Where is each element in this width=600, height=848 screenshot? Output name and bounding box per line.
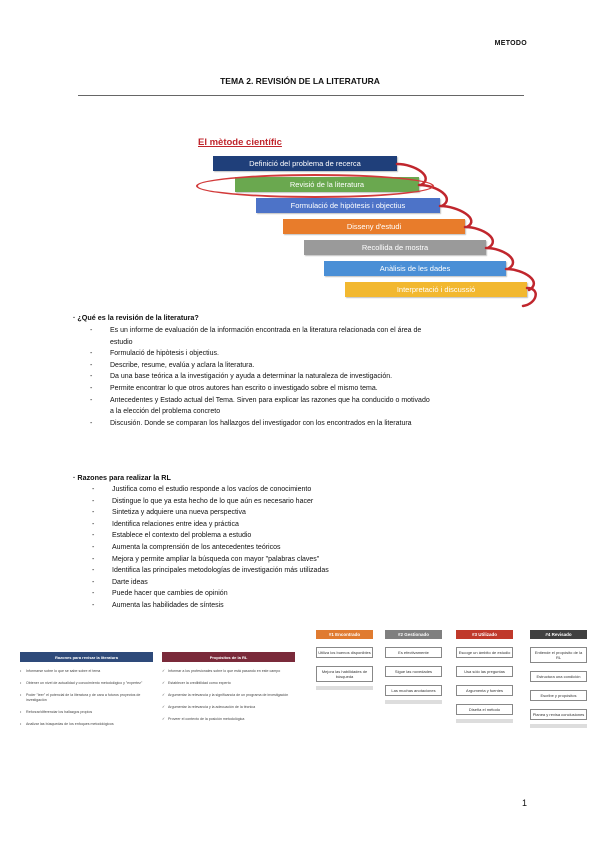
method-step: Formulació de hipòtesis i objectius xyxy=(256,198,440,213)
table-row: • Informarse sobre lo que se sabe sobre el tema xyxy=(20,669,153,674)
process-box: Diseña el método xyxy=(456,704,513,715)
process-column-header: #4 Revisado xyxy=(530,630,587,639)
table-row: • Analizar las búsquedas de los enfoques metodológicos xyxy=(20,722,153,727)
step-arrows xyxy=(0,0,600,320)
process-box: Estructura una condición xyxy=(530,671,587,682)
list-item: Aumenta la comprensión de los antecedentes teóricos xyxy=(112,543,281,551)
method-step: Definició del problema de recerca xyxy=(213,156,397,171)
table-row: • Poder "leer" el potencial de la literatura y de cara a futuros proyectos de investigación xyxy=(20,693,153,703)
table-row: • Reforzar/diferenciar los hallazgos propios xyxy=(20,710,153,715)
table-row: ✓ Argumentar la relevancia y la adecuación de la técnica xyxy=(162,705,295,710)
process-box: Utiliza los buenos disponibles xyxy=(316,647,373,658)
process-box: Es efectivamente xyxy=(385,647,442,658)
purposes-table xyxy=(162,652,295,722)
process-box: Mejora las habilidades de búsqueda xyxy=(316,666,373,682)
process-column xyxy=(385,630,442,704)
step-arrow xyxy=(440,206,471,227)
document-header-label: METODO xyxy=(494,40,527,47)
process-box: Sigue las novedades xyxy=(385,666,442,677)
list-item: Describe, resume, evalúa y aclara la literatura. xyxy=(110,361,255,369)
method-step: Anàlisis de les dades xyxy=(324,261,506,276)
list-item: a la elección del problema concreto xyxy=(110,408,221,416)
process-box: Argumenta y fuentes xyxy=(456,685,513,696)
question-what-is-rl: · ¿Qué es la revisión de la literatura? xyxy=(73,313,199,322)
list-item: Darte ideas xyxy=(112,578,148,586)
method-step: Recollida de mostra xyxy=(304,240,486,255)
process-column xyxy=(316,630,373,690)
list-item: Formulació de hipòtesis i objectius. xyxy=(110,350,219,358)
question-reasons: · Razones para realizar la RL xyxy=(73,473,171,482)
page-number: 1 xyxy=(521,798,527,808)
process-column-header: #3 Utilizado xyxy=(456,630,513,639)
column-shadow xyxy=(385,700,442,704)
process-column xyxy=(530,630,587,728)
step-arrow xyxy=(465,227,493,248)
table-row: ✓ Argumentar la relevancia y la significancia de un programa de investigación xyxy=(162,693,295,698)
section1-list: - Es un informe de evaluación de la información encontrada en la literatura relacionada con el área de estudio - Formulació de hipòtesis i objectius. - Describe, resume, evalúa y aclara la literatura. - Da una base teórica a la investigación y ayuda a determinar la naturaleza de investigación. - Permite encontrar lo que otros autores han escrito o investigado sobre el mismo tema. - Antecedentes y Estado actual del Tema. Sirven para explicar las razones que ha conducido o motivado a la elección del problema concreto - Discusión. Donde se comparan los hallazgos del investigador con los encontrados en la literatura xyxy=(90,327,430,427)
list-item: Sintetiza y adquiere una nueva perspectiva xyxy=(112,509,246,517)
list-item: Puede hacer que cambies de opinión xyxy=(112,590,228,598)
column-shadow xyxy=(530,724,587,728)
method-step: Disseny d'estudi xyxy=(283,219,465,234)
step-arrow xyxy=(486,248,513,269)
process-box: Usa sólo las preguntas xyxy=(456,666,513,677)
process-box: Entiende el propósito de la RL xyxy=(530,647,587,663)
reasons-table-header: Razones para revisar la literatura xyxy=(20,652,153,662)
page-title: TEMA 2. REVISIÓN DE LA LITERATURA xyxy=(220,76,380,86)
step-arrow xyxy=(506,269,534,290)
list-item: estudio xyxy=(110,338,133,346)
table-row: ✓ Informar a los profesionales sobre lo que está pasando en este campo xyxy=(162,669,295,674)
list-item: Mejora y permite ampliar la búsqueda con mayor "palabras claves" xyxy=(112,555,320,563)
list-item: Aumenta las habilidades de síntesis xyxy=(112,601,224,609)
method-step: Interpretació i discussió xyxy=(345,282,527,297)
diagram-title: El mètode científic xyxy=(198,137,282,148)
list-item: Discusión. Donde se comparan los hallazgos del investigador con los encontrados en la literatura xyxy=(110,419,412,427)
list-item: Justifica como el estudio responde a los vacíos de conocimiento xyxy=(112,486,312,493)
reasons-table xyxy=(20,652,153,727)
process-column xyxy=(456,630,513,723)
list-item: Identifica relaciones entre idea y práctica xyxy=(112,520,239,528)
highlight-ellipse xyxy=(196,174,434,198)
list-item: Establece el contexto del problema a estudio xyxy=(112,532,252,540)
section2-list: - Justifica como el estudio responde a los vacíos de conocimiento - Distingue lo que ya esta hecho de lo que aún es necesario hacer - Sintetiza y adquiere una nueva perspectiva - Identifica relaciones entre idea y práctica - Establece el contexto del problema a estudio - Aumenta la comprensión de los antecedentes teóricos - Mejora y permite ampliar la búsqueda con mayor "palabras claves" - Identifica las principales metodologías de investigación más utilizadas - Darte ideas - Puede hacer que cambies de opinión - Aumenta las habilidades de síntesis xyxy=(92,486,329,609)
list-item: Es un informe de evaluación de la información encontrada en la literatura relacionada con el área de xyxy=(110,327,422,334)
column-shadow xyxy=(456,719,513,723)
list-item: Da una base teórica a la investigación y ayuda a determinar la naturaleza de investigación. xyxy=(110,373,393,381)
list-item: Antecedentes y Estado actual del Tema. Sirven para explicar las razones que ha conducido o motivado xyxy=(110,396,430,404)
column-shadow xyxy=(316,686,373,690)
process-column-header: #1 Encontrado xyxy=(316,630,373,639)
purposes-table-header: Propósitos de la RL xyxy=(162,652,295,662)
list-item: Permite encontrar lo que otros autores han escrito o investigado sobre el mismo tema. xyxy=(110,384,378,392)
table-row: ✓ Proveer el contexto de la posición metodológica xyxy=(162,717,295,722)
process-box: Escribe y propósitos xyxy=(530,690,587,701)
process-box: Escoge un ámbito de estudio xyxy=(456,647,513,658)
table-row: • Obtener un nivel de actualidad y conocimiento metodológico y "expertez" xyxy=(20,681,153,686)
process-box: Las muchas anotaciones xyxy=(385,685,442,696)
process-column-header: #2 Gestionado xyxy=(385,630,442,639)
method-step: Revisió de la literatura xyxy=(235,177,419,192)
list-item: Identifica las principales metodologías de investigación más utilizadas xyxy=(112,567,329,575)
list-item: Distingue lo que ya esta hecho de lo que aún es necesario hacer xyxy=(112,497,314,505)
process-box: Planea y revisa conclusiones xyxy=(530,709,587,720)
table-row: ✓ Establecer la credibilidad como experto xyxy=(162,681,295,686)
